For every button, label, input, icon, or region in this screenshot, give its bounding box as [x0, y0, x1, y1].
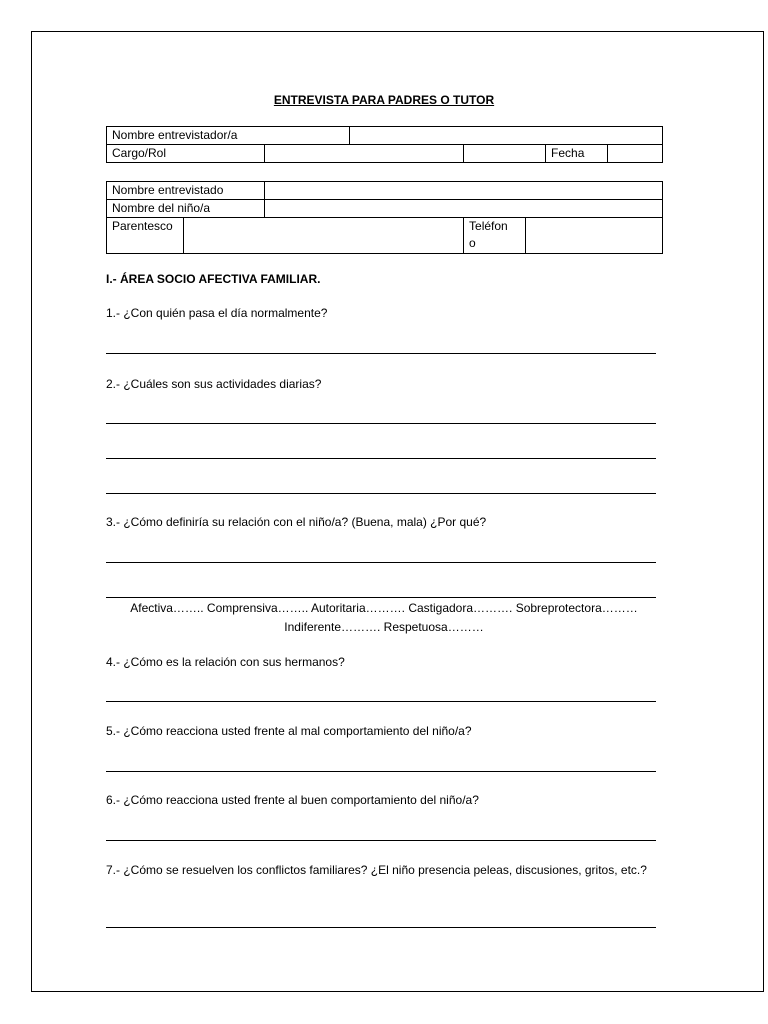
- phone-label: [464, 218, 526, 254]
- child-name-field[interactable]: [265, 200, 663, 218]
- interviewee-name-label: Nombre entrevistado: [107, 182, 265, 200]
- answer-line[interactable]: [106, 458, 656, 459]
- phone-label-line2: o: [469, 236, 476, 250]
- answer-line[interactable]: [106, 927, 656, 928]
- role-field[interactable]: [265, 145, 464, 163]
- question-3: 3.- ¿Cómo definiría su relación con el niño/a? (Buena, mala) ¿Por qué?: [106, 515, 487, 529]
- child-name-label: Nombre del niño/a: [107, 200, 265, 218]
- interviewee-name-field[interactable]: [265, 182, 663, 200]
- phone-field[interactable]: [526, 218, 663, 254]
- interviewer-name-field[interactable]: [350, 127, 663, 145]
- question-1: 1.- ¿Con quién pasa el día normalmente?: [106, 306, 328, 320]
- date-field[interactable]: [608, 145, 663, 163]
- interviewer-name-label: Nombre entrevistador/a: [107, 127, 350, 145]
- question-5: 5.- ¿Cómo reacciona usted frente al mal comportamiento del niño/a?: [106, 724, 472, 738]
- relationship-options-2: Indiferente………. Respetuosa………: [284, 620, 484, 634]
- interviewer-table: [106, 126, 663, 163]
- question-4: 4.- ¿Cómo es la relación con sus hermanos?: [106, 655, 345, 669]
- answer-line[interactable]: [106, 423, 656, 424]
- question-7: 7.- ¿Cómo se resuelven los conflictos familiares? ¿El niño presencia peleas, discusiones, gritos, etc.?: [106, 863, 647, 877]
- role-field-ext[interactable]: [464, 145, 546, 163]
- page-border: [31, 31, 764, 992]
- answer-line[interactable]: [106, 771, 656, 772]
- answer-line[interactable]: [106, 353, 656, 354]
- phone-label-line1: Teléfon: [469, 219, 508, 233]
- relationship-options-1: Afectiva…….. Comprensiva…….. Autoritaria………. Castigadora………. Sobreprotectora………: [130, 601, 638, 615]
- question-2: 2.- ¿Cuáles son sus actividades diarias?: [106, 377, 322, 391]
- answer-line[interactable]: [106, 597, 656, 598]
- kinship-label: Parentesco: [107, 218, 184, 254]
- answer-line[interactable]: [106, 701, 656, 702]
- document-title: ENTREVISTA PARA PADRES O TUTOR: [273, 93, 495, 107]
- kinship-field[interactable]: [184, 218, 464, 254]
- answer-line[interactable]: [106, 840, 656, 841]
- date-label: Fecha: [546, 145, 608, 163]
- answer-line[interactable]: [106, 562, 656, 563]
- question-6: 6.- ¿Cómo reacciona usted frente al buen comportamiento del niño/a?: [106, 793, 479, 807]
- interviewee-table: [106, 181, 663, 254]
- answer-line[interactable]: [106, 493, 656, 494]
- section-heading: I.- ÁREA SOCIO AFECTIVA FAMILIAR.: [106, 272, 321, 286]
- role-label: Cargo/Rol: [107, 145, 265, 163]
